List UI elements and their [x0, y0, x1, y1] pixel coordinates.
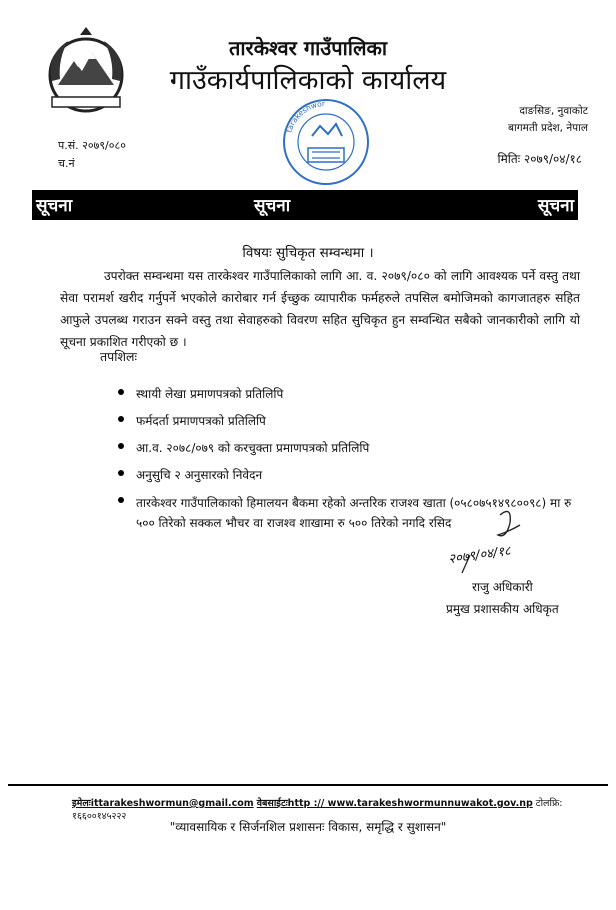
address-line-1: दाङसिङ, नुवाकोट	[519, 105, 588, 117]
details-label: तपशिलः	[100, 349, 137, 364]
office-name: गाउँकार्यपालिकाको कार्यालय	[169, 65, 447, 96]
bullet-icon	[118, 389, 124, 395]
bullet-icon	[118, 443, 124, 449]
notice-paragraph: उपरोक्त सम्वन्धमा यस तारकेश्वर गाउँपालिकाको लागि आ. व. २०७९/०८० को लागि आवश्यक पर्ने वस्तु तथा सेवा परामर्श खरीद गर्नुपर्ने भएकोले कारोबार गर्न ईच्छुक व्यापारीक फर्महरुले तपसिल बमोजिमको कागजातहरु सहित आफुले उपलब्ध गराउन सक्ने वस्तु तथा सेवाहरुको विवरण सहित सुचिकृत हुन सम्वन्धित सबैको जानकारीको लागि यो सूचना प्रकाशित गरीएको छ ।	[60, 269, 580, 349]
bullet-icon	[118, 470, 124, 476]
municipality-name: तारकेश्वर गाउँपालिका	[228, 36, 388, 60]
list-item: आ.व. २०७८/०७९ को करचुक्ता प्रमाणपत्रको प्रतिलिपि	[118, 439, 588, 466]
email-link[interactable]: इमेलःittarakeshwormun@gmail.com	[72, 798, 254, 809]
signatory-title: प्रमुख प्रशासकीय अधिकृत	[446, 602, 559, 616]
banner-label-right: सूचना	[537, 196, 574, 216]
banner-label-center: सूचना	[254, 196, 291, 216]
list-item: स्थायी लेखा प्रमाणपत्रको प्रतिलिपि	[118, 385, 588, 412]
footer-slogan: "व्यावसायिक र सिर्जनशिल प्रशासनः विकास, समृद्धि र सुशासन"	[169, 820, 447, 834]
website-link[interactable]: वेबसाईटःhttp :// www.tarakeshwormunnuwakot.gov.np	[256, 798, 533, 809]
toll-free-number: टोलफ्रि: १६६००१४५२२२	[72, 798, 563, 822]
list-item: अनुसुचि २ अनुसारको निवेदन	[118, 466, 588, 493]
list-item: तारकेश्वर गाउँपालिकाको हिमालयन बैकमा रहेको अन्तरिक राजश्व खाता (०५८०७५१४९८००९८) मा रु ५०० तिरेको सक्कल भौचर वा राजश्व शाखामा रु ५०० तिरेको नगदि रसिद	[118, 493, 588, 533]
bullet-icon	[118, 497, 124, 503]
banner-label-left: सूचना	[36, 196, 73, 216]
notice-body	[60, 265, 580, 353]
bullet-icon	[118, 416, 124, 422]
dispatch-number: च.नं	[58, 157, 75, 170]
notice-banner	[32, 190, 578, 220]
notice-date: मितिः २०७९/०४/१८	[497, 152, 582, 166]
signatory-name: राजु अधिकारी	[472, 580, 533, 594]
reference-number: प.सं. २०७९/०८०	[58, 139, 126, 152]
footer-divider	[8, 784, 608, 786]
handwritten-signature	[440, 505, 590, 585]
notice-subject: विषयः सुचिकृत सम्वन्धमा ।	[242, 245, 374, 261]
svg-text:tarakeshwor: tarakeshwor	[284, 99, 326, 134]
list-item: फर्मदर्ता प्रमाणपत्रको प्रतिलिपि	[118, 412, 588, 439]
office-stamp-icon	[278, 96, 374, 188]
signature-date: २०७९/०४/१८	[447, 543, 512, 568]
address-line-2: बागमती प्रदेश, नेपाल	[508, 122, 588, 134]
